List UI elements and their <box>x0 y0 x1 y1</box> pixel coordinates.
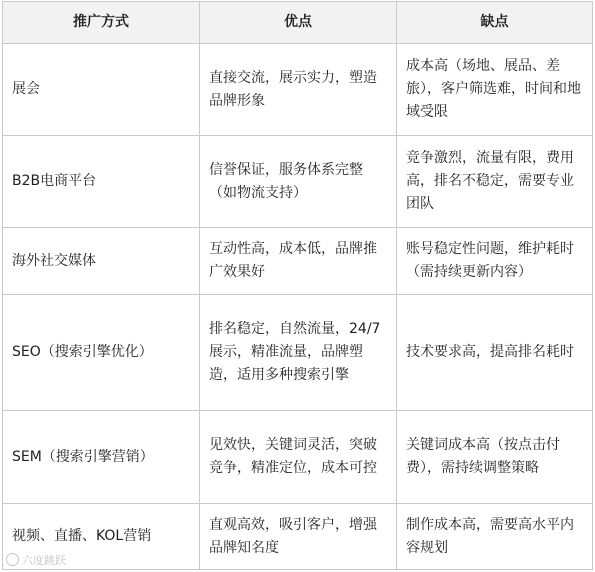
watermark <box>6 553 66 568</box>
cell-method: B2B电商平台 <box>3 136 200 228</box>
table-header-row <box>3 2 593 44</box>
table-row <box>3 44 593 136</box>
header-pros: 优点 <box>200 2 397 44</box>
cell-method: SEO（搜索引擎优化） <box>3 295 200 411</box>
table-row <box>3 295 593 411</box>
cell-pros: 排名稳定，自然流量，24/7展示，精准流量，品牌塑造，适用多种搜索引擎 <box>200 295 397 411</box>
watermark-logo-icon <box>6 553 19 566</box>
cell-pros: 见效快，关键词灵活，突破竞争，精准定位，成本可控 <box>200 411 397 504</box>
promotion-comparison-table <box>2 1 593 570</box>
cell-cons: 成本高（场地、展品、差旅），客户筛选难，时间和地域受限 <box>397 44 593 136</box>
cell-method: 海外社交媒体 <box>3 228 200 295</box>
table-row <box>3 411 593 504</box>
cell-pros: 直观高效，吸引客户，增强品牌知名度 <box>200 504 397 570</box>
cell-cons: 制作成本高，需要高水平内容规划 <box>397 504 593 570</box>
table-row <box>3 228 593 295</box>
cell-method: 视频、直播、KOL营销 <box>3 504 200 570</box>
watermark-text: 六度跳跃 <box>22 554 66 567</box>
cell-pros: 直接交流，展示实力，塑造品牌形象 <box>200 44 397 136</box>
table-row <box>3 504 593 570</box>
cell-pros: 互动性高，成本低，品牌推广效果好 <box>200 228 397 295</box>
cell-cons: 技术要求高，提高排名耗时 <box>397 295 593 411</box>
header-cons: 缺点 <box>397 2 593 44</box>
header-method: 推广方式 <box>3 2 200 44</box>
table-row <box>3 136 593 228</box>
cell-method: SEM（搜索引擎营销） <box>3 411 200 504</box>
cell-cons: 关键词成本高（按点击付费），需持续调整策略 <box>397 411 593 504</box>
cell-cons: 竞争激烈，流量有限，费用高，排名不稳定，需要专业团队 <box>397 136 593 228</box>
cell-pros: 信誉保证，服务体系完整（如物流支持） <box>200 136 397 228</box>
cell-method: 展会 <box>3 44 200 136</box>
cell-cons: 账号稳定性问题，维护耗时（需持续更新内容） <box>397 228 593 295</box>
